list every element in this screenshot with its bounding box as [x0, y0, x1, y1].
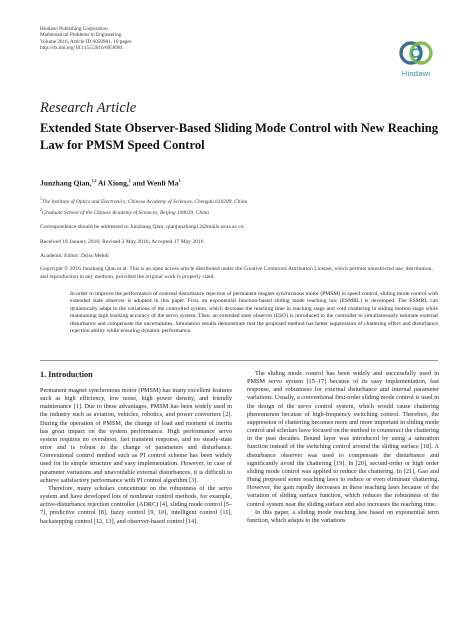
section-heading: 1. Introduction — [40, 370, 93, 379]
affiliations — [40, 195, 247, 217]
author-3-affil: 1 — [178, 178, 181, 183]
right-column — [247, 370, 439, 525]
abstract-divider — [40, 360, 438, 361]
paragraph: Therefore, many scholars concentrate on the robustness of the servo system and have developed lots of nonlinear control methods, for example, active-disturbance rejection controller (ADRC) [4], sliding mode control [5–7], predictive control [8], fuzzy control [9, 10], intelligent control [11], backstepping control [12, 13], and observer-based control [14]. — [40, 484, 232, 525]
article-dates: Received 18 January 2016; Revised 3 May 2016; Accepted 17 May 2016 — [40, 239, 204, 245]
paper-title: Extended State Observer-Based Sliding Mode Control with New Reaching Law for PMSM Speed Control — [40, 121, 439, 152]
author-1-affil: 1,2 — [91, 178, 97, 183]
hindawi-logo — [393, 38, 439, 78]
left-column — [40, 387, 232, 526]
affiliation-1: $^1$The Institute of Optics and Electronics, Chinese Academy of Sciences, Chengdu 610209, China — [40, 196, 248, 205]
paragraph: In this paper, a sliding mode reaching law based on exponential term function, which adapts to the variations — [247, 508, 439, 524]
volume-info: Volume 2016, Article ID 6058981, 10 pages — [40, 38, 132, 45]
journal-header — [40, 26, 300, 52]
author-2[interactable]: Ai Xiong, — [96, 178, 129, 188]
correspondence: Correspondence should be addressed to Junzhang Qian; qianjunzhang12@mails.ucas.ac.cn — [40, 224, 244, 230]
paragraph: Permanent magnet synchronous motor (PMSM) has many excellent features such as high efficiency, low noise, high power density, and friendly maintenance [1]. Due to these advantages, PMSM has been widely used in the industry such as aviation, vehicles, robotics, and power converters [2]. During the operation of PMSM, the change of load and moment of inertia has great impact on the system performance. High performance servo system requires no overshoot, fast transient response, and no steady-state error and is robust to the change of parameters and disturbance. Conventional control method such as PI control scheme has been widely used for its simple structure and easy implementation. However, in case of parameter variations and unavoidable external disturbances, it is difficult to achieve satisfactory performance with PI control algorithm [3]. — [40, 387, 232, 484]
author-1[interactable]: Junzhang Qian, — [40, 178, 92, 188]
journal-name: Mathematical Problems in Engineering — [40, 32, 122, 39]
article-type: Research Article — [40, 100, 137, 116]
author-2-affil: 1 — [128, 178, 131, 183]
doi-link[interactable]: http://dx.doi.org/10.1155/2016/6058981 — [40, 45, 124, 52]
logo-text: Hindawi — [401, 69, 431, 78]
author-3[interactable]: and Wenli Ma — [130, 178, 179, 188]
author-list — [40, 178, 181, 188]
affiliation-2: $^2$Graduate School of the Chinese Academy of Sciences, Beijing 100039, China — [40, 206, 209, 216]
abstract: In order to improve the performance of external disturbance rejection of permanent magnet synchronous motor (PMSM) in speed control, sliding mode control with extended state observer is adopted in this paper. First, an exponential function-based sliding mode reaching law (ESMRL) is developed. The ESMRL can dynamically adapt to the variations of the controlled system, which decrease the reaching time in reaching stage and void chattering in sliding motion stage while maintaining high tracking accuracy of the servo system. Then, an extended state observer (ESO) is introduced to the controller to simultaneously estimate external disturbance and compensate the uncertainties. Simulation results demonstrate that the proposed method has better suppression of chattering effect and disturbance rejection ability while ensuring dynamic performance. — [70, 291, 438, 335]
copyright-notice: Copyright © 2016 Junzhang Qian et al. This is an open access article distributed under the Creative Commons Attribution License, which permits unrestricted use, distribution, and reproduction in any medium, provided the original work is properly cited. — [40, 266, 433, 280]
publisher-name: Hindawi Publishing Corporation — [40, 26, 108, 32]
paragraph: The sliding mode control has been widely and successfully used in PMSM servo system [15–17] because of its easy implementation, fast response, and robustness for external disturbance and internal parameter variations. Usually, a conventional first-order sliding mode control is used in the design of the servo control system, which would cause chattering phenomenon because of high-frequency switching control. Therefore, the suppression of chattering becomes more and more important in sliding mode control and scholars have focused on the method to counteract the chattering in the past decades. Bound layer was introduced by using a saturation function instead of the switching control around the sliding surface [18]. A disturbance observer was used to compensate the disturbance and significantly avoid the chattering [19]. In [20], second-order or high order sliding mode control was applied to reduce the chattering. In [21], Gao and Hung proposed some reaching laws to reduce or even eliminate chattering. However, the gain rapidly decreases in these reaching laws because of the variation of sliding surface function, which reduces the robustness of the control system near the sliding surface and also increases the reaching time. — [247, 370, 439, 508]
academic-editor: Academic Editor: Driss Mehdi — [40, 253, 109, 259]
hindawi-logo-icon — [399, 38, 433, 68]
